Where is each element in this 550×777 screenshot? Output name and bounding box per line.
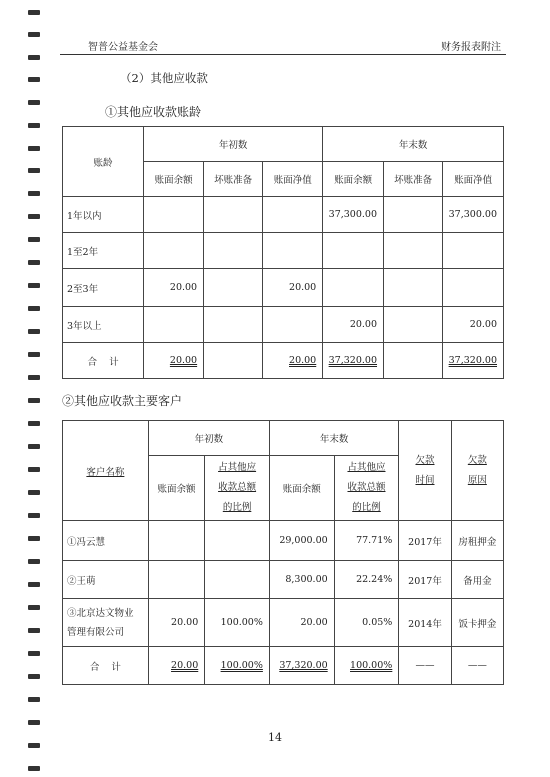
table-row (63, 269, 504, 307)
col-age-header: 账龄 (63, 127, 144, 197)
cell: 20.00 (443, 307, 504, 343)
cell: 0.05% (334, 599, 399, 647)
total-cell: 100.00% (220, 660, 263, 671)
total-cell: 20.00 (171, 660, 199, 671)
cell: 20.00 (148, 599, 204, 647)
cell: 77.71% (334, 521, 399, 561)
total-cell: —— (399, 647, 451, 685)
total-row (63, 647, 504, 685)
cell: 8,300.00 (269, 561, 334, 599)
cell (144, 197, 204, 233)
group-begin-header: 年初数 (148, 421, 269, 456)
cell (263, 197, 323, 233)
cell: 37,300.00 (323, 197, 384, 233)
cell (204, 197, 263, 233)
total-cell: —— (451, 647, 503, 685)
cell: 29,000.00 (269, 521, 334, 561)
total-cell: 37,320.00 (279, 660, 328, 671)
cell (443, 269, 504, 307)
cell (144, 307, 204, 343)
sub-col: 账面余额 (323, 162, 384, 197)
cell (148, 521, 204, 561)
cell: 2017年 (399, 561, 451, 599)
group-end-header: 年末数 (323, 127, 504, 162)
cell: 2014年 (399, 599, 451, 647)
cell: 22.24% (334, 561, 399, 599)
row-label: 1年以内 (63, 197, 144, 233)
header-org: 智普公益基金会 (88, 42, 158, 53)
cell (148, 561, 204, 599)
col-time-header: 欠款 时间 (399, 421, 451, 521)
total-label: 合 计 (63, 343, 144, 379)
total-cell: 100.00% (350, 660, 393, 671)
table-row (63, 307, 504, 343)
cell: 20.00 (323, 307, 384, 343)
sub-col: 账面净值 (443, 162, 504, 197)
sub-col: 坏账准备 (384, 162, 443, 197)
col-name-header: 客户名称 (63, 421, 149, 521)
group-begin-header: 年初数 (144, 127, 323, 162)
header-doc: 财务报表附注 (441, 42, 501, 53)
table-row (63, 599, 504, 647)
cell: 100.00% (205, 599, 270, 647)
customers-title: ②其他应收款主要客户 (62, 394, 183, 408)
total-label: 合 计 (63, 647, 149, 685)
cell (263, 233, 323, 269)
row-label: 1至2年 (63, 233, 144, 269)
sub-col: 账面余额 (148, 456, 204, 521)
cell (384, 307, 443, 343)
cell: 饭卡押金 (451, 599, 503, 647)
section-title: （2）其他应收款 (120, 71, 208, 85)
customers-table (62, 420, 504, 685)
cell (384, 233, 443, 269)
group-end-header: 年末数 (269, 421, 398, 456)
cell (323, 269, 384, 307)
sub-col-ratio: 占其他应 收款总额 的比例 (205, 456, 270, 521)
cell (384, 269, 443, 307)
cell (204, 307, 263, 343)
cell: 备用金 (451, 561, 503, 599)
row-label: 2至3年 (63, 269, 144, 307)
table-row (63, 197, 504, 233)
sub-col: 账面余额 (269, 456, 334, 521)
total-cell: 37,320.00 (448, 355, 497, 366)
total-row (63, 343, 504, 379)
customer-name: ③北京达文物业 管理有限公司 (63, 599, 149, 647)
sub-col: 账面净值 (263, 162, 323, 197)
cell (205, 521, 270, 561)
cell (205, 561, 270, 599)
cell: 37,300.00 (443, 197, 504, 233)
cell (144, 233, 204, 269)
table-row (63, 521, 504, 561)
customer-name: ①冯云慧 (63, 521, 149, 561)
table-row (63, 233, 504, 269)
cell (263, 307, 323, 343)
sub-col: 账面余额 (144, 162, 204, 197)
cell (443, 233, 504, 269)
customer-name: ②王萌 (63, 561, 149, 599)
cell (384, 197, 443, 233)
total-cell: 37,320.00 (328, 355, 378, 366)
cell (323, 233, 384, 269)
table-row (63, 561, 504, 599)
cell: 房租押金 (451, 521, 503, 561)
aging-title: ①其他应收款账龄 (105, 105, 202, 119)
row-label: 3年以上 (63, 307, 144, 343)
col-reason-header: 欠款 原因 (451, 421, 503, 521)
header-rule (60, 54, 506, 55)
cell: 2017年 (399, 521, 451, 561)
total-cell: 20.00 (289, 355, 317, 366)
cell (204, 269, 263, 307)
cell: 20.00 (263, 269, 323, 307)
cell: 20.00 (144, 269, 204, 307)
sub-col: 坏账准备 (204, 162, 263, 197)
total-cell: 20.00 (169, 355, 198, 366)
cell: 20.00 (269, 599, 334, 647)
page-number: 14 (268, 731, 282, 744)
sub-col-ratio: 占其他应 收款总额 的比例 (334, 456, 399, 521)
aging-table (62, 126, 504, 379)
cell (204, 233, 263, 269)
